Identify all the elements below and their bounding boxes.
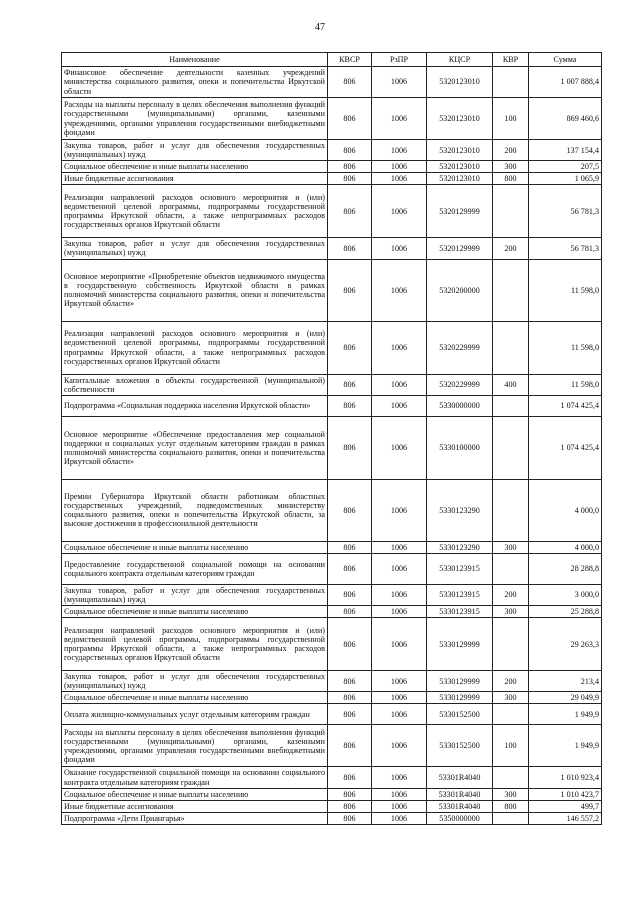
header-kvsr: КВСР [328,53,372,67]
cell-kvr [493,321,529,374]
cell-name: Оказание государственной социальной помощи на основании социального контракта отдельным категориям граждан [62,767,328,788]
table-row [62,618,602,671]
cell-kcsr: 53301R4040 [427,800,493,812]
table-row [62,704,602,725]
cell-rzpr: 1006 [372,321,427,374]
cell-rzpr: 1006 [372,374,427,395]
header-row [62,53,602,67]
table-row [62,374,602,395]
cell-kvr: 200 [493,140,529,161]
cell-kvr: 300 [493,161,529,173]
cell-kvsr: 806 [328,584,372,605]
cell-kvsr: 806 [328,606,372,618]
cell-sum: 137 154,4 [529,140,602,161]
cell-kvsr: 806 [328,812,372,824]
cell-rzpr: 1006 [372,259,427,321]
cell-kvr: 300 [493,541,529,553]
budget-table [61,52,602,825]
cell-kvr [493,704,529,725]
table-row [62,185,602,238]
cell-rzpr: 1006 [372,800,427,812]
cell-name: Премии Губернатора Иркутской области работникам областных государственных учреждений, подведомственных министерству социального развития, опеки и попечительства Иркутской области, за высокие достижения в профессиональной деятельности [62,479,328,541]
cell-sum: 213,4 [529,671,602,692]
cell-kvsr: 806 [328,374,372,395]
cell-kvsr: 806 [328,553,372,584]
table-row [62,584,602,605]
cell-name: Основное мероприятие «Обеспечение предоставления мер социальной поддержки и социальных услуг отдельным категориям граждан в рамках полномочий министерства социального развития, опеки и попечительства Иркутской области» [62,416,328,479]
cell-rzpr: 1006 [372,173,427,185]
cell-sum: 499,7 [529,800,602,812]
cell-kvr [493,416,529,479]
cell-kvsr: 806 [328,479,372,541]
cell-name: Закупка товаров, работ и услуг для обеспечения государственных (муниципальных) нужд [62,140,328,161]
header-rzpr: РзПР [372,53,427,67]
cell-rzpr: 1006 [372,606,427,618]
cell-kcsr: 5320123010 [427,67,493,98]
cell-sum: 11 598,0 [529,259,602,321]
cell-kvsr: 806 [328,541,372,553]
cell-name: Реализация направлений расходов основного мероприятия и (или) ведомственной целевой программы, подпрограммы государственной программы Иркутской области, а также непрограммных расходов государственных органов Иркутской области [62,185,328,238]
cell-kvsr: 806 [328,185,372,238]
cell-name: Расходы на выплаты персоналу в целях обеспечения выполнения функций государственными (муниципальными) органами, казенными учреждениями, органами управления государственными внебюджетными фондами [62,98,328,140]
cell-kvr: 100 [493,98,529,140]
cell-rzpr: 1006 [372,618,427,671]
cell-sum: 4 000,0 [529,541,602,553]
table-row [62,238,602,259]
header-sum: Сумма [529,53,602,67]
cell-rzpr: 1006 [372,584,427,605]
cell-kvsr: 806 [328,67,372,98]
cell-kvsr: 806 [328,800,372,812]
cell-sum: 1 074 425,4 [529,395,602,416]
cell-rzpr: 1006 [372,140,427,161]
cell-kvr [493,395,529,416]
cell-kvsr: 806 [328,671,372,692]
cell-name: Капитальные вложения в объекты государственной (муниципальной) собственности [62,374,328,395]
cell-rzpr: 1006 [372,671,427,692]
cell-kvr [493,67,529,98]
cell-rzpr: 1006 [372,692,427,704]
cell-kvr: 300 [493,692,529,704]
cell-name: Закупка товаров, работ и услуг для обеспечения государственных (муниципальных) нужд [62,671,328,692]
cell-sum: 28 288,8 [529,553,602,584]
cell-name: Подпрограмма «Дети Приангарья» [62,812,328,824]
cell-name: Социальное обеспечение и иные выплаты населению [62,541,328,553]
cell-rzpr: 1006 [372,67,427,98]
table-row [62,259,602,321]
cell-kvr: 200 [493,671,529,692]
cell-name: Социальное обеспечение и иные выплаты населению [62,788,328,800]
cell-kvsr: 806 [328,161,372,173]
cell-kvr [493,812,529,824]
header-kcsr: КЦСР [427,53,493,67]
cell-kvr [493,185,529,238]
cell-kcsr: 5330129999 [427,692,493,704]
cell-name: Финансовое обеспечение деятельности казенных учреждений министерства социального развития, опеки и попечительства Иркутской области [62,67,328,98]
cell-kvsr: 806 [328,704,372,725]
table-row [62,140,602,161]
cell-sum: 4 000,0 [529,479,602,541]
cell-kvr: 300 [493,788,529,800]
cell-kvsr: 806 [328,238,372,259]
cell-sum: 29 263,3 [529,618,602,671]
table-header [62,53,602,67]
cell-rzpr: 1006 [372,767,427,788]
table-row [62,767,602,788]
table-row [62,692,602,704]
cell-name: Иные бюджетные ассигнования [62,173,328,185]
cell-name: Реализация направлений расходов основного мероприятия и (или) ведомственной целевой программы, подпрограммы государственной программы Иркутской области, а также непрограммных расходов государственных органов Иркутской области [62,618,328,671]
cell-sum: 56 781,3 [529,238,602,259]
table-row [62,67,602,98]
table-row [62,800,602,812]
cell-kcsr: 5320129999 [427,185,493,238]
table-row [62,541,602,553]
cell-kcsr: 5330123915 [427,553,493,584]
cell-rzpr: 1006 [372,812,427,824]
cell-sum: 1 065,9 [529,173,602,185]
cell-sum: 1 010 923,4 [529,767,602,788]
cell-kvr: 300 [493,606,529,618]
cell-kvr: 400 [493,374,529,395]
cell-name: Закупка товаров, работ и услуг для обеспечения государственных (муниципальных) нужд [62,238,328,259]
page-number: 47 [315,22,325,33]
cell-sum: 146 557,2 [529,812,602,824]
cell-kcsr: 5320123010 [427,173,493,185]
cell-sum: 1 949,9 [529,704,602,725]
cell-kcsr: 5330123290 [427,479,493,541]
cell-kcsr: 5330152500 [427,725,493,767]
cell-rzpr: 1006 [372,185,427,238]
cell-sum: 25 288,8 [529,606,602,618]
cell-kcsr: 5330123290 [427,541,493,553]
table-row [62,395,602,416]
cell-kvsr: 806 [328,788,372,800]
table-row [62,553,602,584]
cell-rzpr: 1006 [372,725,427,767]
table-row [62,671,602,692]
cell-kcsr: 5320123010 [427,161,493,173]
cell-sum: 11 598,0 [529,374,602,395]
cell-kcsr: 5330129999 [427,671,493,692]
header-kvr: КВР [493,53,529,67]
cell-kvsr: 806 [328,618,372,671]
cell-kvsr: 806 [328,416,372,479]
cell-sum: 29 049,9 [529,692,602,704]
table-row [62,161,602,173]
cell-kvr: 200 [493,238,529,259]
cell-kcsr: 5330123915 [427,584,493,605]
cell-rzpr: 1006 [372,704,427,725]
cell-name: Иные бюджетные ассигнования [62,800,328,812]
cell-rzpr: 1006 [372,479,427,541]
cell-rzpr: 1006 [372,541,427,553]
cell-kcsr: 5320229999 [427,321,493,374]
cell-name: Закупка товаров, работ и услуг для обеспечения государственных (муниципальных) нужд [62,584,328,605]
cell-kvr [493,479,529,541]
table-row [62,98,602,140]
cell-kcsr: 5330129999 [427,618,493,671]
table-row [62,321,602,374]
table-row [62,812,602,824]
cell-kvr [493,553,529,584]
cell-rzpr: 1006 [372,98,427,140]
cell-rzpr: 1006 [372,238,427,259]
cell-kvsr: 806 [328,395,372,416]
cell-kvr [493,259,529,321]
cell-name: Основное мероприятие «Приобретение объектов недвижимого имущества в государственную собственность Иркутской области в рамках полномочий министерства социального развития, опеки и попечительства Иркутской области» [62,259,328,321]
cell-kvr: 800 [493,173,529,185]
table-row [62,173,602,185]
cell-kvsr: 806 [328,725,372,767]
cell-kcsr: 5320129999 [427,238,493,259]
cell-sum: 56 781,3 [529,185,602,238]
cell-kcsr: 53301R4040 [427,788,493,800]
cell-kcsr: 5330000000 [427,395,493,416]
cell-kvr: 100 [493,725,529,767]
cell-sum: 11 598,0 [529,321,602,374]
cell-rzpr: 1006 [372,161,427,173]
cell-kcsr: 5330152500 [427,704,493,725]
cell-name: Расходы на выплаты персоналу в целях обеспечения выполнения функций государственными (муниципальными) органами, казенными учреждениями, органами управления государственными внебюджетными фондами [62,725,328,767]
cell-kvr: 200 [493,584,529,605]
cell-name: Социальное обеспечение и иные выплаты населению [62,606,328,618]
cell-kvsr: 806 [328,140,372,161]
cell-name: Оплата жилищно-коммунальных услуг отдельным категориям граждан [62,704,328,725]
cell-name: Социальное обеспечение и иные выплаты населению [62,161,328,173]
header-name: Наименование [62,53,328,67]
cell-kvr [493,767,529,788]
cell-kvr: 800 [493,800,529,812]
cell-rzpr: 1006 [372,395,427,416]
cell-kvsr: 806 [328,259,372,321]
cell-sum: 3 000,0 [529,584,602,605]
cell-sum: 1 007 888,4 [529,67,602,98]
cell-rzpr: 1006 [372,553,427,584]
table-row [62,479,602,541]
cell-kcsr: 5320200000 [427,259,493,321]
cell-rzpr: 1006 [372,416,427,479]
cell-kvsr: 806 [328,321,372,374]
cell-kcsr: 5330100000 [427,416,493,479]
cell-kvsr: 806 [328,692,372,704]
cell-name: Социальное обеспечение и иные выплаты населению [62,692,328,704]
cell-kcsr: 5350000000 [427,812,493,824]
cell-kvsr: 806 [328,98,372,140]
cell-sum: 207,5 [529,161,602,173]
cell-kcsr: 53301R4040 [427,767,493,788]
table-row [62,725,602,767]
cell-sum: 1 010 423,7 [529,788,602,800]
cell-kcsr: 5320229999 [427,374,493,395]
cell-name: Предоставление государственной социальной помощи на основании социального контракта отдельным категориям граждан [62,553,328,584]
cell-kvsr: 806 [328,767,372,788]
table-body [62,67,602,825]
cell-kcsr: 5330123915 [427,606,493,618]
cell-sum: 1 074 425,4 [529,416,602,479]
cell-name: Реализация направлений расходов основного мероприятия и (или) ведомственной целевой программы, подпрограммы государственной программы Иркутской области, а также непрограммных расходов государственных органов Иркутской области [62,321,328,374]
cell-sum: 869 460,6 [529,98,602,140]
cell-kvsr: 806 [328,173,372,185]
table-row [62,788,602,800]
cell-kcsr: 5320123010 [427,140,493,161]
cell-rzpr: 1006 [372,788,427,800]
table-row [62,606,602,618]
cell-name: Подпрограмма «Социальная поддержка населения Иркутской области» [62,395,328,416]
table-row [62,416,602,479]
cell-sum: 1 949,9 [529,725,602,767]
cell-kcsr: 5320123010 [427,98,493,140]
cell-kvr [493,618,529,671]
